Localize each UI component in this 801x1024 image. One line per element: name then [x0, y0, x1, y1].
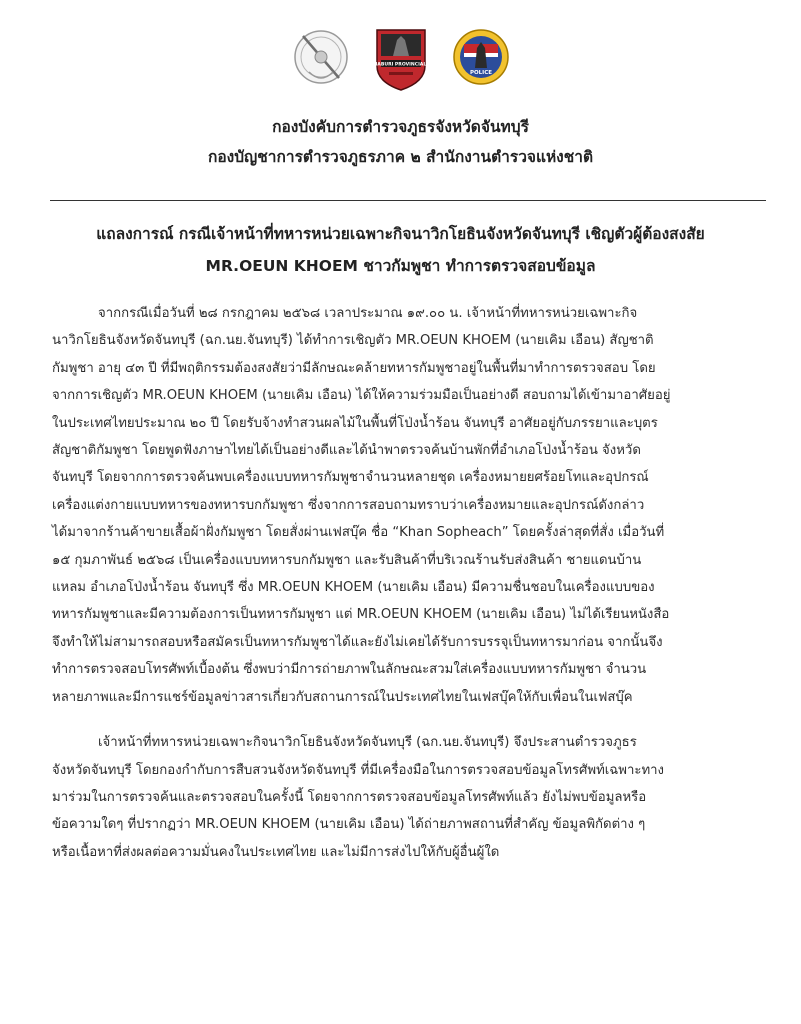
header-divider [50, 200, 766, 201]
paragraph-line: ข้อความใดๆ ที่ปรากฏว่า MR.OEUN KHOEM (นายเคิม เอือน) ได้ถ่ายภาพสถานที่สำคัญ ข้อมูลพิกัดต่าง ๆ [52, 817, 646, 833]
paragraph-line: จากกรณีเมื่อวันที่ ๒๘ กรกฎาคม ๒๕๖๘ เวลาประมาณ ๑๙.๐๐ น. เจ้าหน้าที่ทหารหน่วยเฉพาะกิจ [98, 306, 638, 321]
paragraph-line: จากการเชิญตัว MR.OEUN KHOEM (นายเคิม เอือน) ได้ให้ความร่วมมือเป็นอย่างดี สอบถามได้เข้ามาอาศัยอยู่ [52, 388, 671, 404]
svg-text:POLICE: POLICE [469, 70, 492, 76]
statement-title-line-1: แถลงการณ์ กรณีเจ้าหน้าที่ทหารหน่วยเฉพาะกิจนาวิกโยธินจังหวัดจันทบุรี เชิญตัวผู้ต้องสงสัย [96, 225, 705, 243]
paragraph-line: สัญชาติกัมพูชา โดยพูดฟังภาษาไทยได้เป็นอย่างดีและได้นำพาตรวจค้นบ้านพักที่อำเภอโป่งน้ำร้อน จังหวัด [52, 443, 641, 459]
paragraph-line: ได้มาจากร้านค้าขายเสื้อผ้าฝั่งกัมพูชา โดยสั่งผ่านเฟสบุ๊ค ชื่อ “Khan Sopheach” โดยครั้งล่าสุดที่สั่ง เมื่อวันที่ [52, 525, 665, 541]
police-station-emblem-icon [451, 22, 511, 92]
paragraph-line: มาร่วมในการตรวจค้นและตรวจสอบในครั้งนี้ โดยจากการตรวจสอบข้อมูลโทรศัพท์แล้ว ยังไม่พบข้อมูลหรือ [52, 789, 647, 805]
paragraph-line: จังหวัดจันทบุรี โดยกองกำกับการสืบสวนจังหวัดจันทบุรี ที่มีเครื่องมือในการตรวจสอบข้อมูลโทรศัพท์เฉพาะทาง [52, 762, 664, 778]
paragraph-line: กัมพูชา อายุ ๔๓ ปี ที่มีพฤติกรรมต้องสงสัยว่ามีลักษณะคล้ายทหารกัมพูชาอยู่ในพื้นที่มาทำการตรวจสอบ โดย [52, 360, 656, 376]
paragraph-line: ในประเทศไทยประมาณ ๒๐ ปี โดยรับจ้างทำสวนผลไม้ในพื้นที่โป่งน้ำร้อน จันทบุรี อาศัยอยู่กับภรรยาและบุตร [52, 415, 658, 431]
paragraph-line: ทำการตรวจสอบโทรศัพท์เบื้องต้น ซึ่งพบว่ามีการถ่ายภาพในลักษณะสวมใส่เครื่องแบบทหารกัมพูชา จำนวน [52, 662, 647, 678]
statement-title [40, 218, 761, 282]
paragraph-line: แหลม อำเภอโป่งน้ำร้อน จันทบุรี ซึ่ง MR.OEUN KHOEM (นายเคิม เอือน) มีความชื่นชอบในเครื่องแบบของ [52, 580, 655, 596]
paragraph-line: ทหารกัมพูชาและมีความต้องการเป็นทหารกัมพูชา แต่ MR.OEUN KHOEM (นายเคิม เอือน) ไม่ได้เรียนหนังสือ [52, 607, 670, 623]
paragraph-line: หรือเนื้อหาที่ส่งผลต่อความมั่นคงในประเทศไทย และไม่มีการส่งไปให้กับผู้อื่นผู้ใด [52, 844, 500, 860]
statement-title-line-2: MR.OEUN KHOEM ชาวกัมพูชา ทำการตรวจสอบข้อมูล [205, 257, 596, 275]
paragraph-line: จันทบุรี โดยจากการตรวจค้นพบเครื่องแบบทหารกัมพูชาจำนวนหลายชุด เครื่องหมายยศร้อยโทและอุปกรณ์ [52, 470, 649, 486]
paragraph-2 [52, 729, 764, 866]
svg-text:CHANTHABURI PROVINCIAL POLICE: CHANTHABURI PROVINCIAL POLICE [355, 62, 446, 68]
organization-parent: กองบัญชาการตำรวจภูธรภาค ๒ สำนักงานตำรวจแห่งชาติ [207, 148, 594, 166]
paragraph-1 [52, 300, 764, 711]
paragraph-line: เจ้าหน้าที่ทหารหน่วยเฉพาะกิจนาวิกโยธินจังหวัดจันทบุรี (ฉก.นย.จันทบุรี) จึงประสานตำรวจภูธร [98, 735, 637, 751]
document-header [0, 112, 801, 172]
paragraph-line: เครื่องแต่งกายแบบทหารของทหารบกกัมพูชา ซึ่งจากการสอบถามทราบว่าเครื่องหมายและอุปกรณ์ดังกล่าว [52, 497, 645, 513]
paragraph-line: จึงทำให้ไม่สามารถสอบหรือสมัครเป็นทหารกัมพูชาได้และยังไม่เคยได้รับการบรรจุเป็นทหารมาก่อน จากนั้นจึง [52, 634, 663, 650]
royal-thai-police-seal-icon [291, 22, 351, 92]
chanthaburi-provincial-police-shield-icon [355, 22, 446, 92]
paragraph-line: นาวิกโยธินจังหวัดจันทบุรี (ฉก.นย.จันทบุรี) ได้ทำการเชิญตัว MR.OEUN KHOEM (นายเคิม เอือน) สัญชาติ [52, 333, 654, 349]
logo-row [0, 14, 801, 100]
paragraph-line: ๑๕ กุมภาพันธ์ ๒๕๖๘ เป็นเครื่องแบบทหารบกกัมพูชา และรับสินค้าที่บริเวณร้านรับส่งสินค้า ชายแดนบ้าน [52, 552, 642, 568]
statement-body [52, 300, 764, 866]
organization-name: กองบังคับการตำรวจภูธรจังหวัดจันทบุรี [272, 118, 529, 136]
paragraph-line: หลายภาพและมีการแชร์ข้อมูลข่าวสารเกี่ยวกับสถานการณ์ในประเทศไทยในเฟสบุ๊คให้กับเพื่อนในเฟสบุ๊ค [52, 689, 633, 705]
